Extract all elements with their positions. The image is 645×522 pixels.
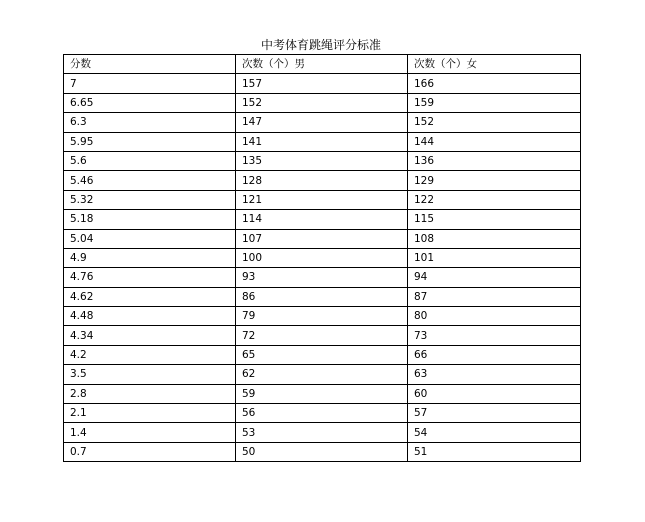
- table-header-row: [64, 55, 581, 74]
- cell-score: 4.48: [64, 307, 236, 326]
- header-count-female: 次数（个）女: [408, 55, 581, 74]
- cell-score: 4.9: [64, 248, 236, 267]
- table-body: [64, 74, 581, 462]
- cell-count-male: 107: [236, 229, 408, 248]
- document-title: 中考体育跳绳评分标准: [260, 38, 381, 52]
- cell-score: 5.46: [64, 171, 236, 190]
- cell-count-male: 135: [236, 151, 408, 170]
- table-row: [64, 423, 581, 442]
- cell-count-female: 51: [408, 442, 581, 461]
- table-row: [64, 171, 581, 190]
- cell-count-male: 72: [236, 326, 408, 345]
- table-row: [64, 404, 581, 423]
- cell-count-female: 122: [408, 190, 581, 209]
- cell-score: 1.4: [64, 423, 236, 442]
- cell-score: 5.04: [64, 229, 236, 248]
- cell-score: 5.32: [64, 190, 236, 209]
- cell-score: 0.7: [64, 442, 236, 461]
- table-row: [64, 326, 581, 345]
- cell-count-female: 144: [408, 132, 581, 151]
- table-row: [64, 132, 581, 151]
- cell-count-male: 128: [236, 171, 408, 190]
- header-count-male: 次数（个）男: [236, 55, 408, 74]
- cell-count-male: 59: [236, 384, 408, 403]
- cell-count-male: 100: [236, 248, 408, 267]
- cell-score: 2.8: [64, 384, 236, 403]
- cell-score: 4.34: [64, 326, 236, 345]
- table-row: [64, 190, 581, 209]
- cell-count-male: 86: [236, 287, 408, 306]
- cell-score: 6.65: [64, 93, 236, 112]
- cell-score: 4.76: [64, 268, 236, 287]
- cell-score: 6.3: [64, 113, 236, 132]
- cell-count-male: 152: [236, 93, 408, 112]
- cell-count-male: 147: [236, 113, 408, 132]
- cell-score: 4.62: [64, 287, 236, 306]
- table-row: [64, 442, 581, 461]
- cell-count-female: 73: [408, 326, 581, 345]
- table-row: [64, 384, 581, 403]
- cell-score: 5.95: [64, 132, 236, 151]
- cell-count-female: 136: [408, 151, 581, 170]
- cell-count-male: 62: [236, 365, 408, 384]
- table-row: [64, 210, 581, 229]
- cell-count-male: 114: [236, 210, 408, 229]
- score-table: [63, 54, 581, 462]
- table-row: [64, 151, 581, 170]
- cell-count-female: 87: [408, 287, 581, 306]
- cell-count-female: 159: [408, 93, 581, 112]
- cell-score: 3.5: [64, 365, 236, 384]
- cell-count-female: 54: [408, 423, 581, 442]
- cell-count-female: 152: [408, 113, 581, 132]
- cell-count-female: 166: [408, 74, 581, 93]
- cell-count-male: 65: [236, 345, 408, 364]
- cell-score: 2.1: [64, 404, 236, 423]
- cell-count-male: 56: [236, 404, 408, 423]
- cell-count-female: 108: [408, 229, 581, 248]
- cell-count-male: 93: [236, 268, 408, 287]
- cell-count-female: 60: [408, 384, 581, 403]
- table-row: [64, 248, 581, 267]
- table-row: [64, 229, 581, 248]
- table-row: [64, 345, 581, 364]
- cell-count-female: 101: [408, 248, 581, 267]
- cell-count-male: 53: [236, 423, 408, 442]
- header-score: 分数: [64, 55, 236, 74]
- cell-count-male: 121: [236, 190, 408, 209]
- cell-count-female: 80: [408, 307, 581, 326]
- cell-count-male: 141: [236, 132, 408, 151]
- cell-count-female: 66: [408, 345, 581, 364]
- cell-count-male: 79: [236, 307, 408, 326]
- cell-count-female: 57: [408, 404, 581, 423]
- table-row: [64, 268, 581, 287]
- table-row: [64, 365, 581, 384]
- cell-score: 5.6: [64, 151, 236, 170]
- table-row: [64, 74, 581, 93]
- table-row: [64, 113, 581, 132]
- cell-count-female: 129: [408, 171, 581, 190]
- cell-score: 7: [64, 74, 236, 93]
- cell-count-female: 94: [408, 268, 581, 287]
- cell-score: 4.2: [64, 345, 236, 364]
- cell-count-female: 115: [408, 210, 581, 229]
- cell-count-male: 50: [236, 442, 408, 461]
- table-row: [64, 93, 581, 112]
- cell-count-male: 157: [236, 74, 408, 93]
- cell-count-female: 63: [408, 365, 581, 384]
- cell-score: 5.18: [64, 210, 236, 229]
- table-row: [64, 307, 581, 326]
- table-row: [64, 287, 581, 306]
